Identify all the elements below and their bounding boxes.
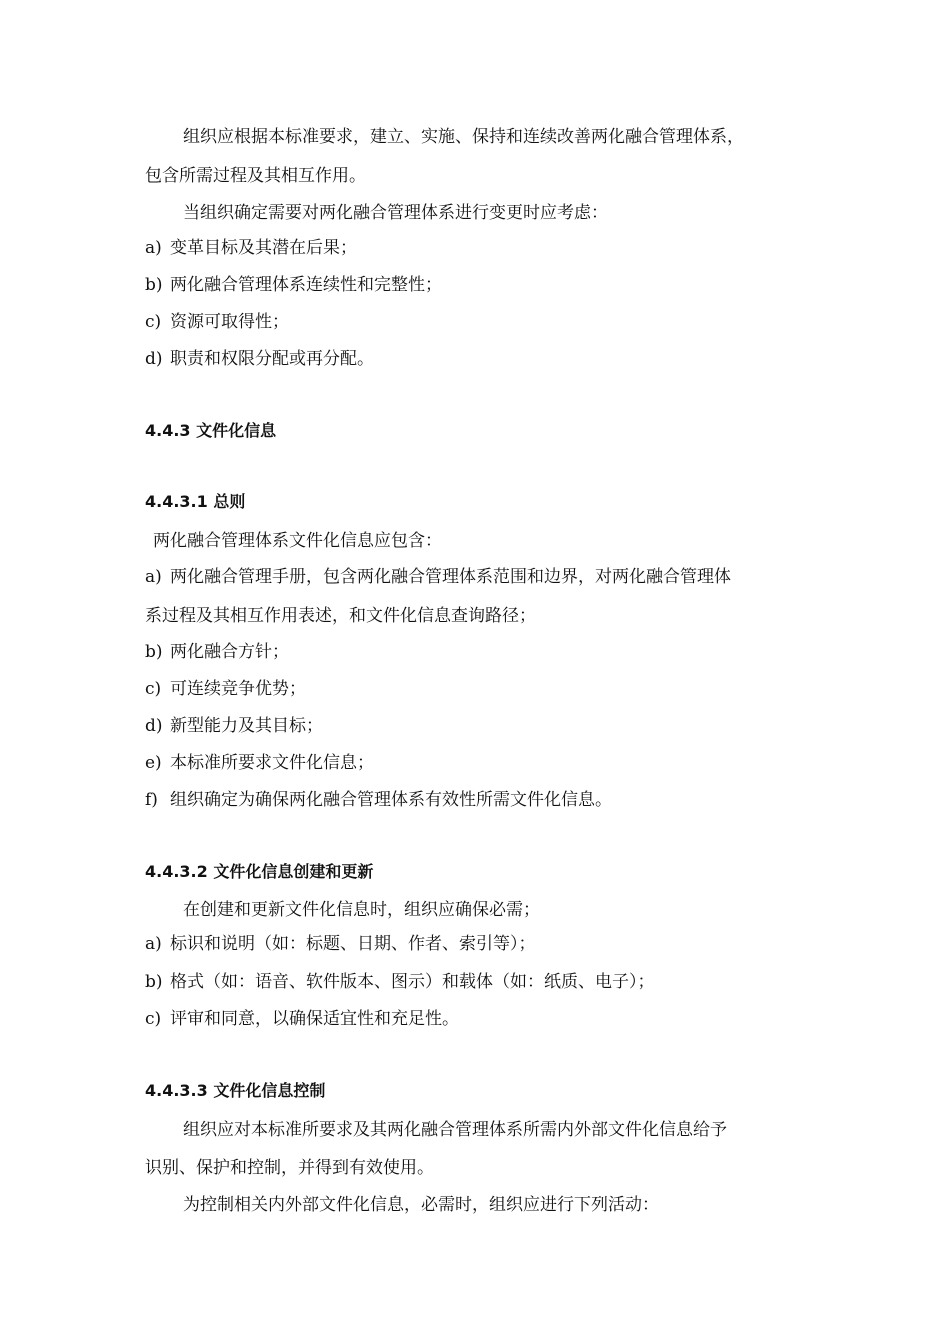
list-marker: f) (145, 790, 158, 810)
list-item-text: 组织确定为确保两化融合管理体系有效性所需文件化信息。 (170, 790, 612, 810)
list-marker: a) (145, 934, 162, 954)
list-item (145, 788, 830, 812)
list-marker: a) (145, 567, 162, 587)
control-paragraph-line-1: 组织应对本标准所要求及其两化融合管理体系所需内外部文件化信息给予 (183, 1120, 727, 1140)
list-marker: e) (145, 753, 162, 773)
list-marker: c) (145, 1009, 162, 1029)
intro-paragraph-line-1: 组织应根据本标准要求，建立、实施、保持和连续改善两化融合管理体系， (183, 127, 744, 147)
section-heading-4-4-3-2: 4.4.3.2 文件化信息创建和更新 (145, 862, 374, 881)
section-heading-4-4-3: 4.4.3 文件化信息 (145, 421, 277, 440)
list-item-text: 变革目标及其潜在后果； (170, 238, 357, 258)
list-item-text: 评审和同意，以确保适宜性和充足性。 (170, 1009, 459, 1029)
create-update-lead-text: 在创建和更新文件化信息时，组织应确保必需； (183, 900, 540, 920)
list-marker: d) (145, 349, 163, 369)
list-marker: b) (145, 642, 163, 662)
list-marker: c) (145, 679, 162, 699)
list-item (145, 677, 830, 701)
list-item (145, 347, 830, 371)
control-paragraph-line-2: 识别、保护和控制，并得到有效使用。 (145, 1158, 434, 1178)
list-item-text: 两化融合管理体系连续性和完整性； (170, 275, 442, 295)
list-marker: c) (145, 312, 162, 332)
list-item-text: 两化融合方针； (170, 642, 289, 662)
general-lead-text: 两化融合管理体系文件化信息应包含： (153, 531, 442, 551)
list-item-text: 职责和权限分配或再分配。 (170, 349, 374, 369)
list-item-text: 格式（如：语音、软件版本、图示）和载体（如：纸质、电子）； (170, 972, 655, 992)
list-item-text: 系过程及其相互作用表述，和文件化信息查询路径； (145, 606, 536, 626)
list-item (145, 236, 830, 260)
list-marker: d) (145, 716, 163, 736)
intro-paragraph-line-2: 包含所需过程及其相互作用。 (145, 166, 366, 186)
list-item (145, 714, 830, 738)
list-item (145, 310, 830, 334)
list-item-text: 标识和说明（如：标题、日期、作者、索引等）； (170, 934, 536, 954)
list-item (145, 273, 830, 297)
section-heading-4-4-3-1: 4.4.3.1 总则 (145, 492, 246, 511)
list-item-text: 本标准所要求文件化信息； (170, 753, 374, 773)
list-item (145, 932, 830, 956)
list-item-text: 可连续竞争优势； (170, 679, 306, 699)
list-item-text: 两化融合管理手册，包含两化融合管理体系范围和边界，对两化融合管理体 (170, 567, 731, 587)
list-item-text: 资源可取得性； (170, 312, 289, 332)
list-item (145, 751, 830, 775)
list-marker: a) (145, 238, 162, 258)
list-item-text: 新型能力及其目标； (170, 716, 323, 736)
section-heading-4-4-3-3: 4.4.3.3 文件化信息控制 (145, 1081, 326, 1100)
list-marker: b) (145, 972, 163, 992)
list-item-continuation (145, 604, 830, 628)
list-item (145, 1007, 830, 1031)
list-item (145, 565, 830, 589)
change-lead-text: 当组织确定需要对两化融合管理体系进行变更时应考虑： (183, 203, 608, 223)
control-lead-text: 为控制相关内外部文件化信息，必需时，组织应进行下列活动： (183, 1195, 659, 1215)
list-item (145, 640, 830, 664)
list-item (145, 970, 830, 994)
list-marker: b) (145, 275, 163, 295)
